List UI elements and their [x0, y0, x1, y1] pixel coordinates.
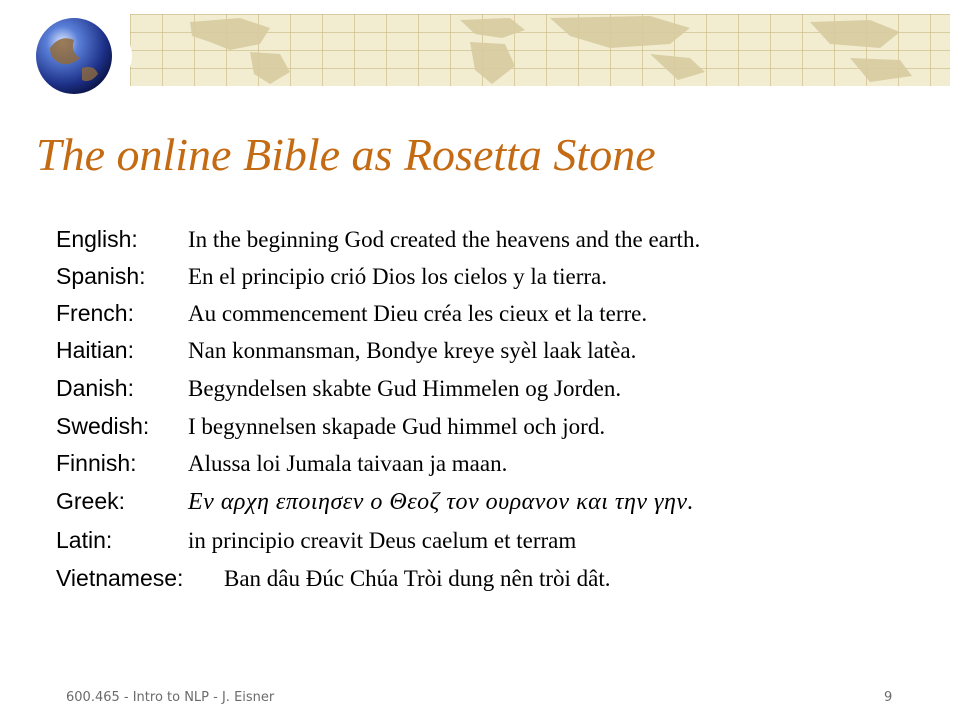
language-label: Latin: [56, 527, 113, 553]
translation-text: En el principio crió Dios los cielos y la tierra. [188, 264, 607, 289]
language-label: Greek: [56, 488, 126, 514]
translation-text: In the beginning God created the heavens and the earth. [188, 227, 701, 252]
language-label: French: [56, 300, 134, 326]
translation-text: Nan konmansman, Bondye kreye syèl laak latèa. [188, 338, 637, 363]
slide-title: The online Bible as Rosetta Stone [36, 129, 656, 180]
language-label: Danish: [56, 375, 134, 401]
language-label: English: [56, 226, 138, 252]
world-map-shapes [130, 14, 950, 86]
language-label: Spanish: [56, 263, 146, 289]
translation-text: Alussa loi Jumala taivaan ja maan. [188, 451, 508, 476]
language-label: Finnish: [56, 450, 137, 476]
globe-icon [28, 12, 132, 96]
translation-text: Εν αρχη εποιησεν ο Θεοζ τον ουρανον και την γην. [188, 489, 695, 515]
translation-text: in principio creavit Deus caelum et terram [188, 528, 577, 553]
translation-text: Begyndelsen skabte Gud Himmelen og Jorden. [188, 376, 622, 401]
language-label: Swedish: [56, 413, 150, 439]
translation-text: Ban dâu Đúc Chúa Tròi dung nên tròi dât. [224, 566, 611, 591]
language-label: Vietnamese: [56, 565, 184, 591]
world-map-banner [130, 14, 950, 86]
footer-course: 600.465 - Intro to NLP - J. Eisner [66, 690, 275, 705]
page-number: 9 [884, 690, 893, 705]
translation-text: I begynnelsen skapade Gud himmel och jord. [188, 414, 606, 439]
translation-text: Au commencement Dieu créa les cieux et la terre. [188, 301, 648, 326]
language-label: Haitian: [56, 337, 134, 363]
